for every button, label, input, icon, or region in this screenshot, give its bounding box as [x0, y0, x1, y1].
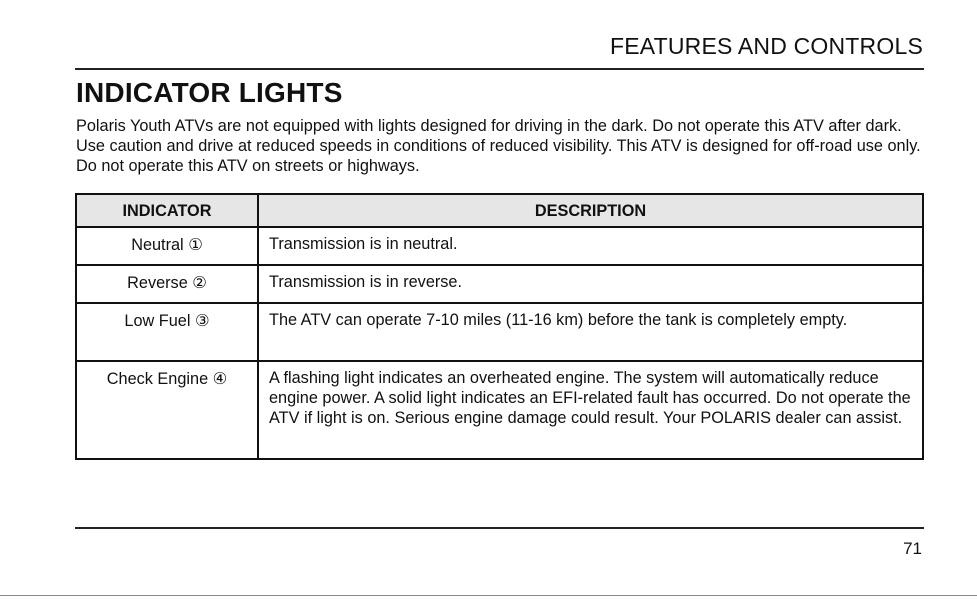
header-rule — [75, 68, 924, 70]
description-cell: Transmission is in reverse. — [258, 265, 923, 303]
page-title: INDICATOR LIGHTS — [76, 77, 343, 108]
table-row — [76, 265, 923, 303]
section-header: FEATURES AND CONTROLS — [609, 33, 923, 59]
indicator-cell: Low Fuel ③ — [76, 303, 258, 361]
indicator-cell: Check Engine ④ — [76, 361, 258, 459]
table-row — [76, 361, 923, 459]
column-header-description: DESCRIPTION — [258, 194, 923, 227]
page-number: 71 — [903, 539, 922, 558]
description-cell: Transmission is in neutral. — [258, 227, 923, 265]
table-header-row — [76, 194, 923, 227]
page-bottom-edge — [0, 595, 977, 596]
column-header-indicator: INDICATOR — [76, 194, 258, 227]
table-row — [76, 227, 923, 265]
intro-paragraph: Polaris Youth ATVs are not equipped with lights designed for driving in the dark. Do not operate this ATV after dark. Use caution and drive at reduced speeds in conditions of reduced visibility. This ATV is designed for off-road use only. Do not operate this ATV on streets or highways. — [76, 117, 921, 175]
indicator-table — [75, 193, 924, 460]
footer-rule — [75, 527, 924, 529]
indicator-cell: Neutral ① — [76, 227, 258, 265]
description-cell: A flashing light indicates an overheated engine. The system will automatically reduce engine power. A solid light indicates an EFI-related fault has occurred. Do not operate the ATV if light is on. Serious engine damage could result. Your POLARIS dealer can assist. — [258, 361, 923, 459]
description-cell: The ATV can operate 7-10 miles (11-16 km) before the tank is completely empty. — [258, 303, 923, 361]
table-row — [76, 303, 923, 361]
indicator-cell: Reverse ② — [76, 265, 258, 303]
